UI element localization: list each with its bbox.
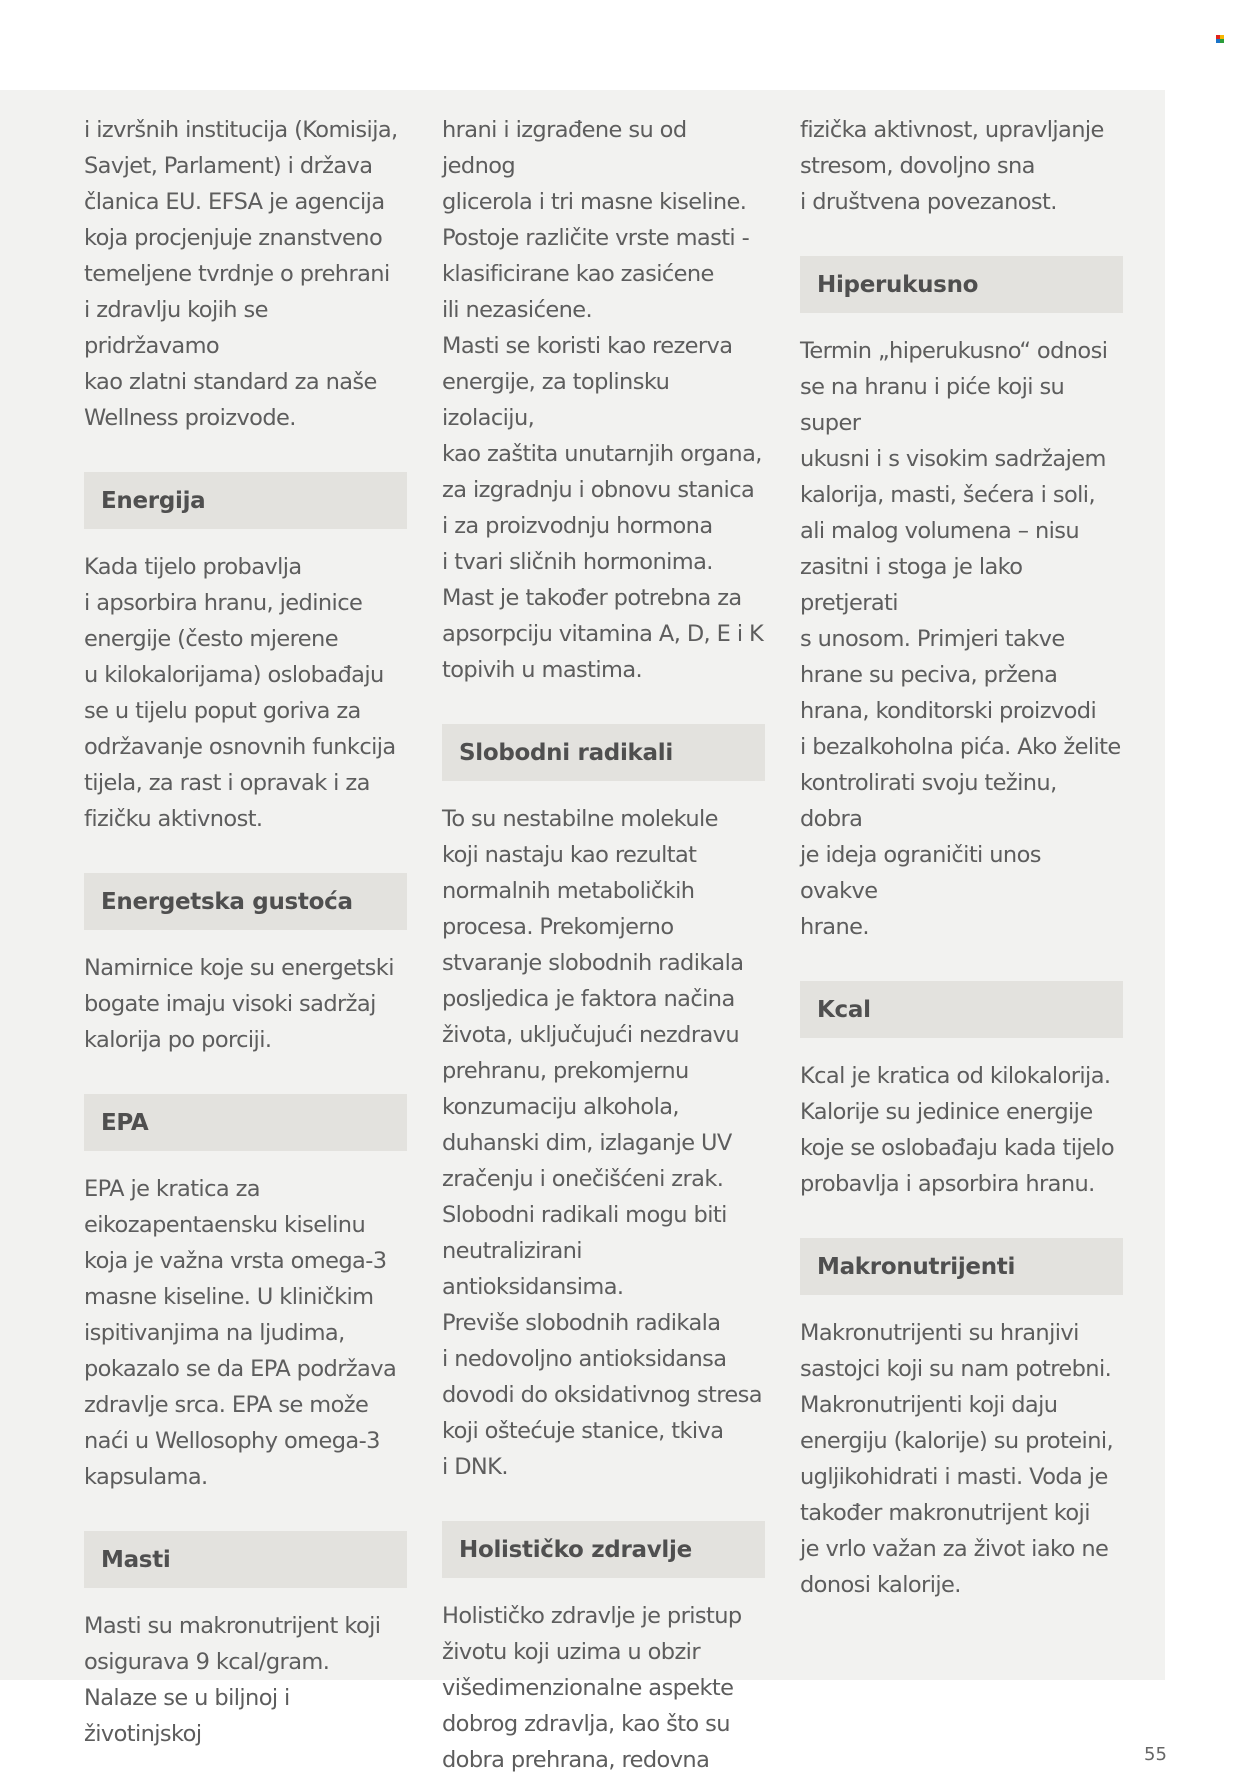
glossary-text: Holističko zdravlje je pristup životu koji uzima u obzir višedimenzionalne aspekte dobrog zdravlja, kao što su dobra prehrana, redovna: [442, 1603, 742, 1773]
glossary-text: fizička aktivnost, upravljanje stresom, dovoljno sna i društvena povezanost.: [800, 117, 1104, 215]
glossary-text: Makronutrijenti su hranjivi sastojci koji su nam potrebni. Makronutrijenti koji daju energiju (kalorije) su proteini, ugljikohidrati i masti. Voda je također makronutrijent koji je vrlo važan za život iako ne donosi kalorije.: [800, 1320, 1114, 1598]
glossary-heading-masti: Masti: [84, 1531, 407, 1588]
glossary-heading-slobodni-radikali: Slobodni radikali: [442, 724, 765, 781]
corner-logo-mark: [1216, 35, 1224, 43]
glossary-text: To su nestabilne molekule koji nastaju kao rezultat normalnih metaboličkih procesa. Prekomjerno stvaranje slobodnih radikala posljedica je faktora načina života, uključujući nezdravu prehranu, prekomjernu konzumaciju alkohola, duhanski dim, izlaganje UV zračenju i onečišćeni zrak. Slobodni radikali mogu biti neutralizirani antioksidansima. Previše slobodnih radikala i nedovoljno antioksidansa dovodi do oksidativnog stresa koji oštećuje stanice, tkiva i DNK.: [442, 806, 762, 1480]
column-2: [442, 112, 765, 1778]
glossary-heading-epa: EPA: [84, 1094, 407, 1151]
column-1: [84, 112, 407, 1752]
column-3: [800, 112, 1123, 1603]
page-number: 55: [1144, 1744, 1167, 1765]
glossary-heading-energija: Energija: [84, 472, 407, 529]
glossary-heading-holisticko-zdravlje: Holističko zdravlje: [442, 1521, 765, 1578]
glossary-text: EPA je kratica za eikozapentaensku kiselinu koja je važna vrsta omega-3 masne kiseline. U kliničkim ispitivanjima na ljudima, pokazalo se da EPA podržava zdravlje srca. EPA se može naći u Wellosophy omega-3 kapsulama.: [84, 1176, 397, 1490]
glossary-heading-hiperukusno: Hiperukusno: [800, 256, 1123, 313]
glossary-text: Namirnice koje su energetski bogate imaju visoki sadržaj kalorija po porciji.: [84, 955, 394, 1053]
glossary-text: hrani i izgrađene su od jednog glicerola i tri masne kiseline. Postoje različite vrste masti - klasificirane kao zasićene ili nezasićene. Masti se koristi kao rezerva energije, za toplinsku izolaciju, kao zaštita unutarnjih organa, za izgradnju i obnovu stanica i za proizvodnju hormona i tvari sličnih hormonima. Mast je također potrebna za apsorpciju vitamina A, D, E i K topivih u mastima.: [442, 117, 764, 683]
glossary-heading-energetska-gustoca: Energetska gustoća: [84, 873, 407, 930]
glossary-text: Kada tijelo probavlja i apsorbira hranu, jedinice energije (često mjerene u kilokalorijama) oslobađaju se u tijelu poput goriva za održavanje osnovnih funkcija tijela, za rast i opravak i za fizičku aktivnost.: [84, 554, 396, 832]
glossary-heading-kcal: Kcal: [800, 981, 1123, 1038]
glossary-text: Termin „hiperukusno“ odnosi se na hranu i piće koji su super ukusni i s visokim sadržajem kalorija, masti, šećera i soli, ali malog volumena – nisu zasitni i stoga je lako pretjerati s unosom. Primjeri takve hrane su peciva, pržena hrana, konditorski proizvodi i bezalkoholna pića. Ako želite kontrolirati svoju težinu, dobra je ideja ograničiti unos ovakve hrane.: [800, 338, 1121, 940]
glossary-text: Kcal je kratica od kilokalorija. Kalorije su jedinice energije koje se oslobađaju kada tijelo probavlja i apsorbira hranu.: [800, 1063, 1115, 1197]
glossary-text: Masti su makronutrijent koji osigurava 9 kcal/gram. Nalaze se u biljnoj i životinjskoj: [84, 1613, 381, 1747]
glossary-heading-makronutrijenti: Makronutrijenti: [800, 1238, 1123, 1295]
glossary-text: i izvršnih institucija (Komisija, Savjet, Parlament) i država članica EU. EFSA je agencija koja procjenjuje znanstveno temeljene tvrdnje o prehrani i zdravlju kojih se pridržavamo kao zlatni standard za naše Wellness proizvode.: [84, 117, 398, 431]
